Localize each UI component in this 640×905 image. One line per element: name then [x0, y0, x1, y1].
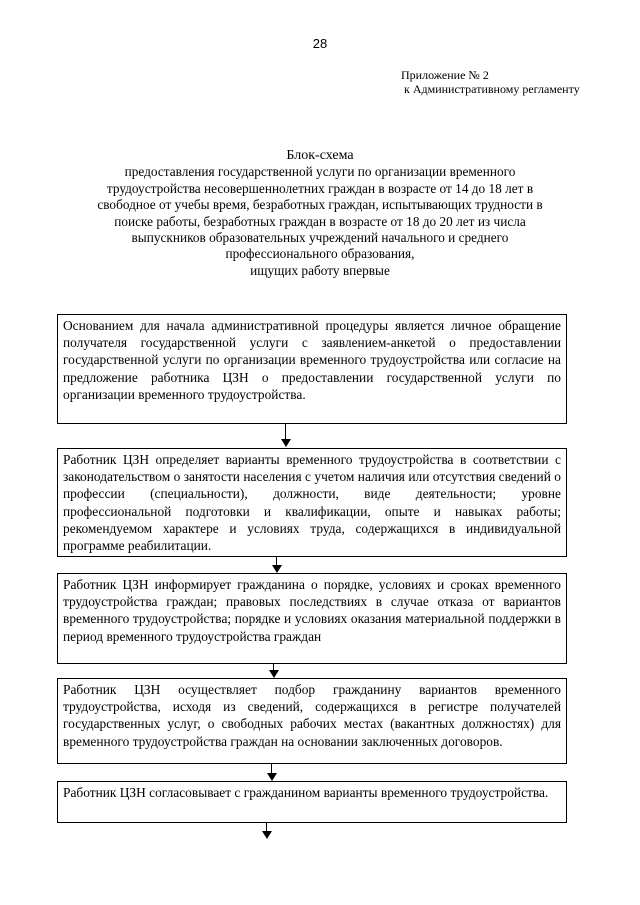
heading-line: ищущих работу впервые: [250, 262, 390, 278]
flow-step-5: Работник ЦЗН согласовывает с гражданином варианты временного трудоустройства.: [57, 781, 567, 823]
heading-line: свободное от учебы время, безработных граждан, испытывающих трудности в: [97, 197, 543, 213]
flow-step-2: Работник ЦЗН определяет варианты временного трудоустройства в соответствии с законодательством о занятости населения с учетом наличия или отсутствия сведений о профессии (специальности), должности, виде деятельности; уровне профессиональной подготовки и квалификации, опыте и навыках работы; рекомендуемом характере и условиях труда, содержащихся в индивидуальной программе реабилитации.: [57, 448, 567, 557]
heading-line: предоставления государственной услуги по организации временного: [124, 164, 516, 180]
flowchart-heading: [60, 148, 580, 279]
arrow-down-icon: [281, 424, 291, 447]
arrow-down-icon: [269, 664, 279, 678]
arrow-down-icon: [262, 823, 272, 839]
heading-line: трудоустройства несовершеннолетних граждан в возрасте от 14 до 18 лет в: [106, 180, 534, 196]
appendix-note: [401, 68, 580, 96]
page-number: 28: [312, 36, 328, 51]
heading-line: профессионального образования,: [225, 246, 415, 262]
heading-line: выпускников образовательных учреждений начального и среднего: [131, 230, 509, 246]
appendix-line-1: Приложение № 2: [401, 68, 489, 82]
flow-step-1: Основанием для начала административной процедуры является личное обращение получателя государственной услуги с заявлением-анкетой о предоставлении государственной услуги по организации временного трудоустройства или согласие на предложение работника ЦЗН о предоставлении государственной услуги по организации временного трудоустройства.: [57, 314, 567, 424]
arrow-down-icon: [267, 764, 277, 781]
appendix-line-2: к Административному регламенту: [404, 82, 580, 96]
arrow-down-icon: [272, 557, 282, 573]
flow-step-3: Работник ЦЗН информирует гражданина о порядке, условиях и сроках временного трудоустройства граждан; правовых последствиях в случае отказа от вариантов временного трудоустройства; порядке и условиях оказания материальной поддержки в период временного трудоустройства граждан: [57, 573, 567, 664]
heading-title: Блок-схема: [286, 148, 354, 163]
flow-step-4: Работник ЦЗН осуществляет подбор гражданину вариантов временного трудоустройства, исходя из сведений, содержащихся в регистре получателей государственных услуг, о свободных рабочих местах (вакантных должностях) для временного трудоустройства граждан на основании заключенных договоров.: [57, 678, 567, 764]
heading-line: поиске работы, безработных граждан в возрасте от 18 до 20 лет из числа: [114, 213, 526, 229]
